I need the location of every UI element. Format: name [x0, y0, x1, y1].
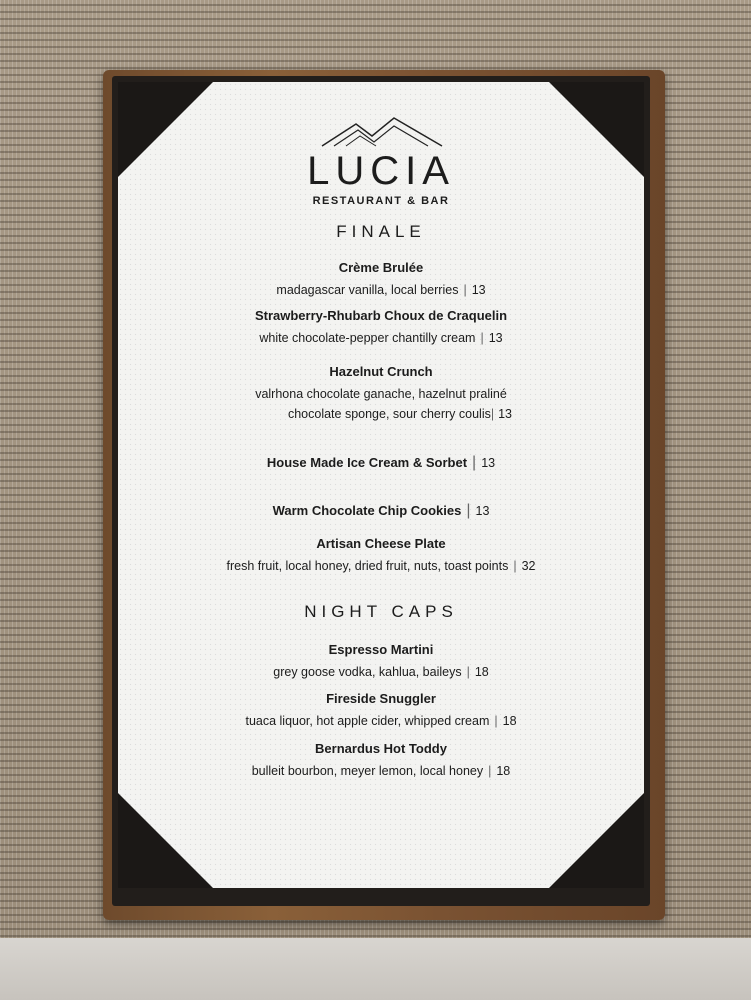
item-price: 13 [481, 456, 496, 470]
menu-item [118, 642, 644, 682]
item-description: valrhona chocolate ganache, hazelnut praliné chocolate sponge, sour cherry coulis| 13 [255, 387, 513, 421]
item-name: Artisan Cheese Plate [316, 536, 446, 551]
restaurant-tagline: RESTAURANT & BAR [312, 195, 450, 207]
menu-item [118, 741, 644, 781]
corner-holder-bottom-left [118, 793, 213, 888]
item-name: Warm Chocolate Chip Cookies [272, 503, 462, 518]
table-cloth [0, 938, 751, 1000]
section-title-finale: FINALE [336, 222, 426, 241]
restaurant-name: LUCIA [307, 149, 455, 193]
item-price: 18 [496, 764, 511, 778]
corner-holder-top-right [549, 82, 644, 177]
item-price: 32 [521, 559, 536, 573]
corner-holder-bottom-right [549, 793, 644, 888]
item-price: 13 [475, 504, 490, 518]
menu-item [118, 536, 644, 576]
menu-page [118, 82, 644, 888]
menu-item [118, 691, 644, 731]
item-price: 18 [502, 714, 517, 728]
menu-item [118, 260, 644, 300]
item-name: Fireside Snuggler [326, 691, 436, 706]
item-description: fresh fruit, local honey, dried fruit, nuts, toast points | 32 [226, 559, 536, 573]
menu-item: House Made Ice Cream & Sorbet | 13 [266, 454, 496, 471]
item-description: madagascar vanilla, local berries | 13 [276, 283, 486, 297]
item-price: 13 [471, 283, 486, 297]
corner-holder-top-left [118, 82, 213, 177]
item-description: tuaca liquor, hot apple cider, whipped cream | 18 [245, 714, 517, 728]
item-name: House Made Ice Cream & Sorbet [266, 455, 468, 470]
item-name: Crème Brulée [338, 260, 424, 275]
item-name: Strawberry-Rhubarb Choux de Craquelin [254, 308, 508, 323]
item-price: 13 [488, 331, 503, 345]
item-name: Bernardus Hot Toddy [315, 741, 447, 756]
menu-item [118, 364, 644, 424]
item-name: Espresso Martini [328, 642, 434, 657]
section-title-night-caps: NIGHT CAPS [304, 602, 458, 621]
item-price: 13 [498, 407, 513, 421]
mountain-logo-icon [320, 114, 444, 148]
menu-item: Warm Chocolate Chip Cookies | 13 [272, 502, 490, 519]
item-price: 18 [474, 665, 489, 679]
menu-item [118, 308, 644, 348]
item-description: white chocolate-pepper chantilly cream | 13 [259, 331, 503, 345]
item-description: grey goose vodka, kahlua, baileys | 18 [273, 665, 489, 679]
item-name: Hazelnut Crunch [329, 364, 433, 379]
item-description: bulleit bourbon, meyer lemon, local honey | 18 [251, 764, 511, 778]
